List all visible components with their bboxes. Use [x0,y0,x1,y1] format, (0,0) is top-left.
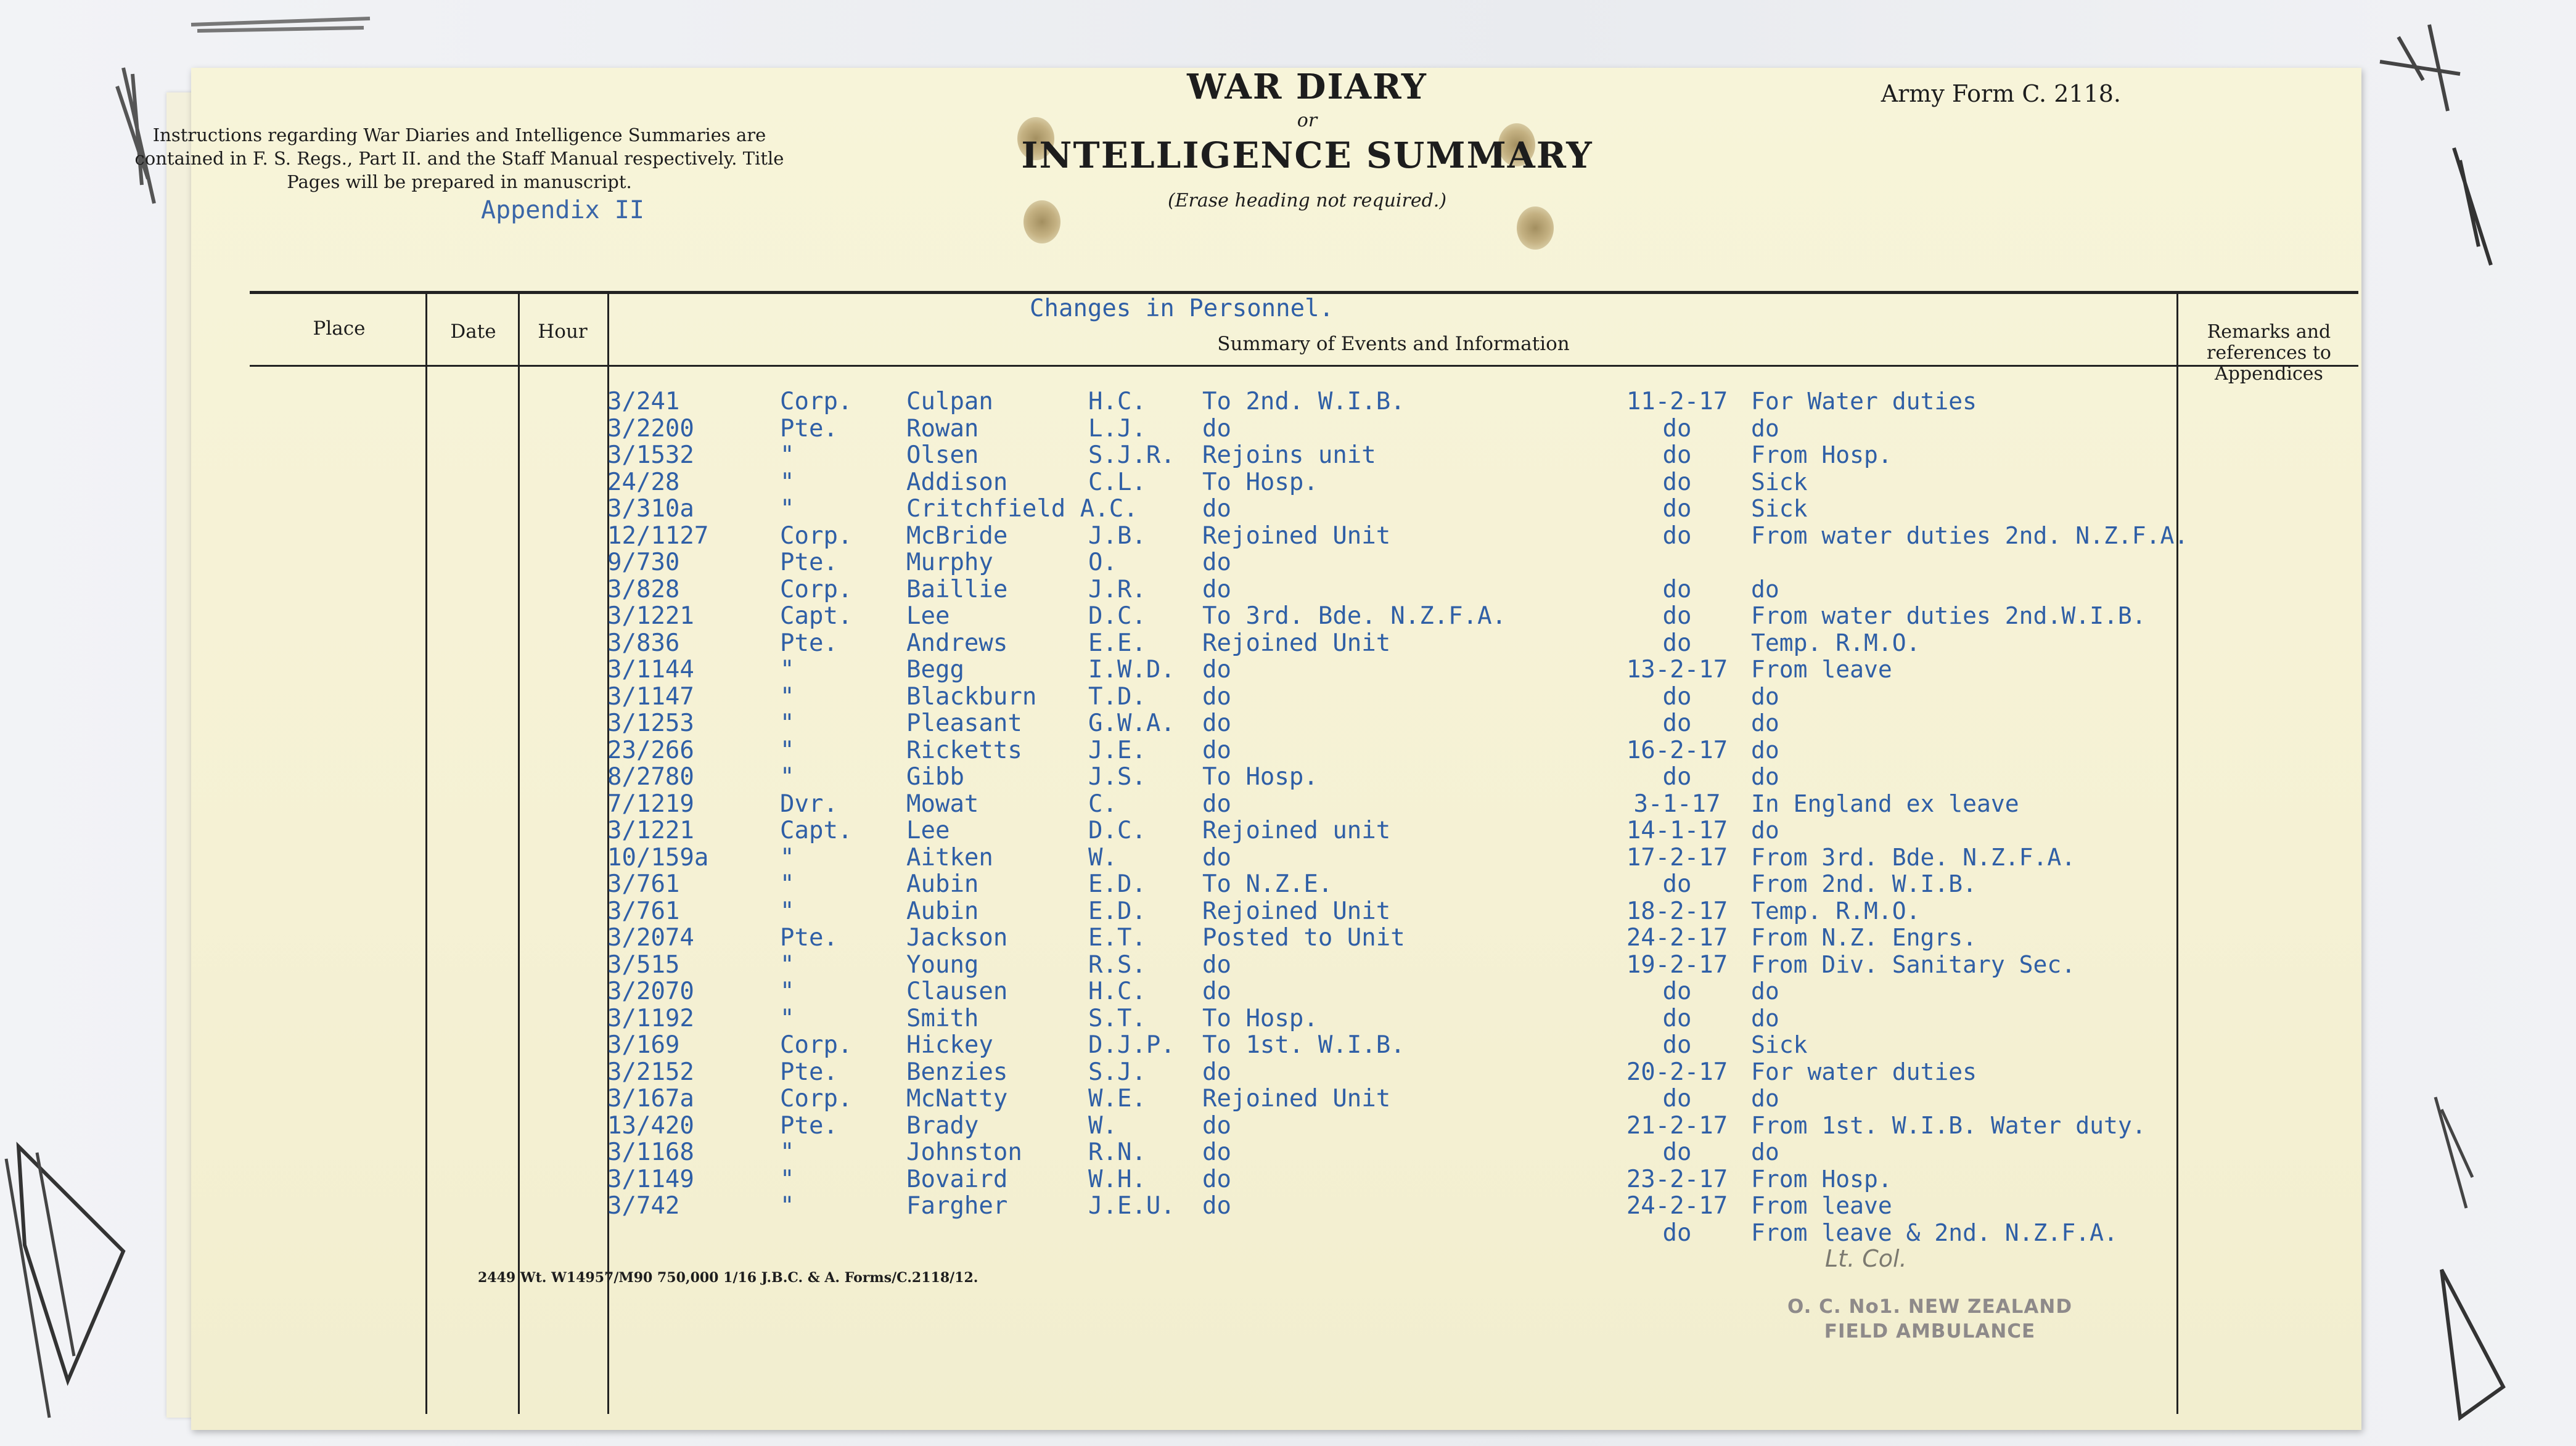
entry-rank: Dvr. [780,790,838,818]
entry-date: do [1662,1138,1692,1166]
entry-name: Olsen [906,441,979,469]
entry-action: Rejoined Unit [1202,523,1391,549]
entry-rank: Pte. [780,629,838,657]
entry-no: 9/730 [607,549,680,576]
entry-no: 3/1144 [607,656,694,684]
page-subtitle: INTELLIGENCE SUMMARY [1021,134,1593,176]
entry-reason: do [1751,737,1779,764]
entry-reason: From water duties 2nd. N.Z.F.A. [1751,522,2189,549]
header-bottom-rule [250,365,2358,367]
header-top-rule [250,291,2358,294]
entry-name: Aubin [906,870,979,898]
entry-action: To Hosp. [1202,764,1318,790]
entry-rank: " [780,468,795,496]
entry-date: do [1662,441,1692,469]
entry-init: T.D. [1088,683,1146,711]
entry-rank: Pte. [780,415,838,443]
entry-no: 3/828 [607,576,680,603]
entry-no: 24/28 [607,468,680,496]
entry-reason: do [1751,978,1779,1005]
entry-name: Begg [906,656,964,684]
entry-date: do [1662,870,1692,898]
entry-action: do [1202,1059,1231,1085]
entry-init: S.J. [1088,1058,1146,1086]
entry-name: Culpan [906,388,993,415]
entry-reason: Sick [1751,495,1808,522]
entry-date: 18-2-17 [1626,897,1728,925]
entry-reason: Temp. R.M.O. [1751,629,1921,656]
entry-date: do [1662,415,1692,443]
entry-rank: Pte. [780,549,838,576]
entry-name: Blackburn [906,683,1037,711]
entry-rank: " [780,978,795,1005]
entry-rank: " [780,763,795,791]
entry-action: do [1202,844,1231,871]
entry-no: 3/2200 [607,415,694,443]
entry-reason: do [1751,1085,1779,1112]
entry-name: Clausen [906,978,1008,1005]
entry-no: 23/266 [607,737,694,764]
entry-rank: " [780,441,795,469]
entry-init: C.L. [1088,468,1146,496]
entry-rank: " [780,844,795,872]
entry-action: do [1202,549,1231,576]
entry-rank: " [780,709,795,737]
entry-rank: Capt. [780,602,853,630]
entry-name: McBride [906,522,1008,550]
print-line: 2449 Wt. W14957/M90 750,000 1/16 J.B.C. & A. Forms/C.2118/12. [478,1270,978,1286]
entry-date: do [1662,1085,1692,1113]
entry-action: To 2nd. W.I.B. [1202,388,1405,415]
entry-date: 19-2-17 [1626,951,1728,979]
unit-stamp [1665,1294,2195,1344]
erase-note: (Erase heading not required.) [1167,190,1447,211]
entry-rank: " [780,897,795,925]
entry-init: J.B. [1088,522,1146,550]
entry-init: J.R. [1088,576,1146,603]
entry-date: 11-2-17 [1626,388,1728,415]
appendix-label: Appendix II [481,196,644,224]
entry-reason: do [1751,763,1779,790]
entry-name: Hickey [906,1031,993,1059]
entry-action: Rejoined unit [1202,817,1391,844]
entry-action: do [1202,978,1231,1005]
entry-name: Benzies [906,1058,1008,1086]
entry-name: Aubin [906,897,979,925]
col-rule-date [518,292,520,1414]
entry-init: G.W.A. [1088,709,1175,737]
col-header-summary: Summary of Events and Information [1217,333,1570,355]
entry-action: Rejoined Unit [1202,630,1391,656]
entry-date: 17-2-17 [1626,844,1728,872]
instructions-text: Instructions regarding War Diaries and Intelligence Summaries are contained in F. S. Regs., Part II. and the Staff Manual respectively. Title Pages will be prepared in manuscript. [134,125,784,192]
entry-reason: do [1751,415,1779,442]
entry-init: J.E. [1088,737,1146,764]
entry-init: R.S. [1088,951,1146,979]
entry-init: H.C. [1088,388,1146,415]
entry-action: do [1202,710,1231,737]
entry-init: E.E. [1088,629,1146,657]
entry-rank: " [780,1192,795,1220]
entry-action: Rejoined Unit [1202,898,1391,925]
entry-no: 3/515 [607,951,680,979]
entry-action: do [1202,737,1231,764]
entry-date: do [1662,602,1692,630]
col-header-date: Date [450,321,496,343]
entry-no: 3/2070 [607,978,694,1005]
page-title: WAR DIARY [1187,67,1427,107]
entry-action: do [1202,952,1231,978]
entry-name: Johnston [906,1138,1022,1166]
entry-name: Baillie [906,576,1008,603]
entry-date: 21-2-17 [1626,1112,1728,1140]
entry-no: 3/241 [607,388,680,415]
signature-rank: Lt. Col. [1825,1245,1907,1272]
entry-rank: Pte. [780,1058,838,1086]
title-or: or [1297,110,1318,131]
entry-date: do [1662,1031,1692,1059]
entry-name: Murphy [906,549,993,576]
entry-no: 3/2152 [607,1058,694,1086]
entry-no: 7/1219 [607,790,694,818]
entry-reason: From 3rd. Bde. N.Z.F.A. [1751,844,2076,871]
entry-name: Addison [906,468,1008,496]
entry-init: W.H. [1088,1166,1146,1193]
entry-action: do [1202,791,1231,817]
entry-init: D.J.P. [1088,1031,1175,1059]
entry-date: do [1662,709,1692,737]
entry-rank: " [780,951,795,979]
entry-no: 3/310a [607,495,694,523]
pencil-marks-right [2368,0,2576,1446]
entry-date: do [1662,468,1692,496]
entry-reason: From leave [1751,656,1892,683]
entry-reason: Temp. R.M.O. [1751,897,1921,925]
entry-reason: For Water duties [1751,388,1977,415]
entry-action: do [1202,656,1231,683]
entry-rank: Corp. [780,1085,853,1113]
entry-init: W. [1088,1112,1117,1140]
entry-reason: From leave & 2nd. N.Z.F.A. [1751,1219,2118,1246]
entry-date: 20-2-17 [1626,1058,1728,1086]
entry-date: do [1662,1005,1692,1032]
entry-no: 3/1221 [607,817,694,844]
entry-init: S.J.R. [1088,441,1175,469]
entry-rank: " [780,737,795,764]
entry-action: To N.Z.E. [1202,871,1333,897]
entry-action: To 1st. W.I.B. [1202,1032,1405,1058]
entry-action: do [1202,1193,1231,1219]
entry-name: Mowat [906,790,979,818]
entry-name: Young [906,951,979,979]
entry-date: do [1662,576,1692,603]
entry-action: do [1202,1139,1231,1166]
entry-action: To Hosp. [1202,469,1318,496]
entry-rank: Corp. [780,1031,853,1059]
entry-reason: For water duties [1751,1058,1977,1085]
entry-date: do [1662,495,1692,523]
entry-no: 3/1221 [607,602,694,630]
entry-rank: " [780,683,795,711]
entry-no: 3/761 [607,897,680,925]
entry-rank: Capt. [780,817,853,844]
entry-rank: Corp. [780,576,853,603]
col-header-place: Place [313,317,366,340]
entry-init: J.S. [1088,763,1146,791]
entry-no: 3/742 [607,1192,680,1220]
entry-name: Critchfield A.C. [906,495,1138,523]
entry-name: Lee [906,602,950,630]
entry-init: I.W.D. [1088,656,1175,684]
entry-no: 3/1192 [607,1005,694,1032]
entry-rank: " [780,1138,795,1166]
entry-date: do [1662,978,1692,1005]
entry-init: E.T. [1088,924,1146,952]
entry-no: 3/1149 [607,1166,694,1193]
entry-rank: " [780,495,795,523]
entry-reason: From leave [1751,1192,1892,1219]
entry-reason: From 1st. W.I.B. Water duty. [1751,1112,2146,1139]
entry-action: do [1202,576,1231,603]
entry-action: Posted to Unit [1202,925,1405,951]
entry-name: Andrews [906,629,1008,657]
entry-rank: Pte. [780,924,838,952]
entry-date: 13-2-17 [1626,656,1728,684]
entry-action: do [1202,496,1231,522]
entry-init: W. [1088,844,1117,872]
entry-init: C. [1088,790,1117,818]
entry-no: 3/1532 [607,441,694,469]
entry-name: Ricketts [906,737,1022,764]
entry-date: 24-2-17 [1626,924,1728,952]
entry-init: R.N. [1088,1138,1146,1166]
entry-date: 3-1-17 [1633,790,1721,818]
entry-reason: From 2nd. W.I.B. [1751,870,1977,897]
entry-init: J.E.U. [1088,1192,1175,1220]
entry-init: E.D. [1088,897,1146,925]
entry-name: Jackson [906,924,1008,952]
col-rule-place [425,292,427,1414]
entry-init: D.C. [1088,602,1146,630]
entry-rank: Corp. [780,388,853,415]
entry-action: do [1202,1113,1231,1139]
entry-reason: Sick [1751,468,1808,496]
entry-no: 3/1253 [607,709,694,737]
entry-rank: " [780,1005,795,1032]
entry-date: 24-2-17 [1626,1192,1728,1220]
entry-init: L.J. [1088,415,1146,443]
entry-date: do [1662,629,1692,657]
entry-name: McNatty [906,1085,1008,1113]
entry-date: 16-2-17 [1626,737,1728,764]
entry-no: 8/2780 [607,763,694,791]
entry-no: 3/836 [607,629,680,657]
entry-name: Pleasant [906,709,1022,737]
entry-name: Rowan [906,415,979,443]
entry-rank: " [780,656,795,684]
entry-no: 3/169 [607,1031,680,1059]
entry-action: Rejoined Unit [1202,1085,1391,1112]
entry-reason: In England ex leave [1751,790,2019,817]
entry-action: To Hosp. [1202,1005,1318,1032]
entry-no: 3/1147 [607,683,694,711]
stamp-line-1: O. C. No1. NEW ZEALAND [1787,1296,2073,1318]
entry-date: 23-2-17 [1626,1166,1728,1193]
entry-reason: do [1751,709,1779,737]
entry-no: 13/420 [607,1112,694,1140]
entry-name: Gibb [906,763,964,791]
entry-name: Brady [906,1112,979,1140]
entry-date: do [1662,763,1692,791]
entry-reason: From Hosp. [1751,441,1892,468]
entry-rank: " [780,870,795,898]
entry-reason: do [1751,817,1779,844]
entry-no: 10/159a [607,844,709,872]
entry-reason: From water duties 2nd.W.I.B. [1751,602,2146,629]
entry-init: S.T. [1088,1005,1146,1032]
entry-reason: From Hosp. [1751,1166,1892,1193]
col-header-remarks: Remarks and references to Appendices [2207,321,2331,385]
entry-name: Fargher [906,1192,1008,1220]
entry-init: H.C. [1088,978,1146,1005]
entry-no: 3/2074 [607,924,694,952]
entry-reason: do [1751,1138,1779,1166]
entry-rank: Corp. [780,522,853,550]
punch-hole-4 [1517,206,1554,250]
entry-init: E.D. [1088,870,1146,898]
entry-rank: " [780,1166,795,1193]
entry-rank: Pte. [780,1112,838,1140]
entry-no: 3/167a [607,1085,694,1113]
entry-reason: do [1751,683,1779,710]
pencil-marks-top [185,0,382,49]
form-number: Army Form C. 2118. [1881,80,2121,107]
stamp-line-2: FIELD AMBULANCE [1824,1320,2036,1342]
col-rule-remarks [2176,292,2178,1414]
entry-action: do [1202,1166,1231,1193]
entry-action: do [1202,684,1231,710]
entry-name: Smith [906,1005,979,1032]
entry-reason: do [1751,576,1779,603]
entry-action: To 3rd. Bde. N.Z.F.A. [1202,603,1507,629]
entry-init: D.C. [1088,817,1146,844]
entry-reason: Sick [1751,1031,1808,1058]
entry-date: do [1662,1219,1692,1247]
entry-no: 3/1168 [607,1138,694,1166]
entry-reason: From N.Z. Engrs. [1751,924,1977,951]
col-header-hour: Hour [538,321,588,343]
entry-date: do [1662,522,1692,550]
entry-init: O. [1088,549,1117,576]
entry-date: do [1662,683,1692,711]
entry-name: Aitken [906,844,993,872]
entry-name: Bovaird [906,1166,1008,1193]
entry-init: W.E. [1088,1085,1146,1113]
section-heading: Changes in Personnel. [1030,295,1334,322]
entry-action: Rejoins unit [1202,442,1376,468]
entry-action: do [1202,415,1231,442]
entry-no: 3/761 [607,870,680,898]
entry-reason: do [1751,1005,1779,1032]
entry-name: Lee [906,817,950,844]
entry-date: 14-1-17 [1626,817,1728,844]
entry-no: 12/1127 [607,522,709,550]
entry-reason: From Div. Sanitary Sec. [1751,951,2076,978]
